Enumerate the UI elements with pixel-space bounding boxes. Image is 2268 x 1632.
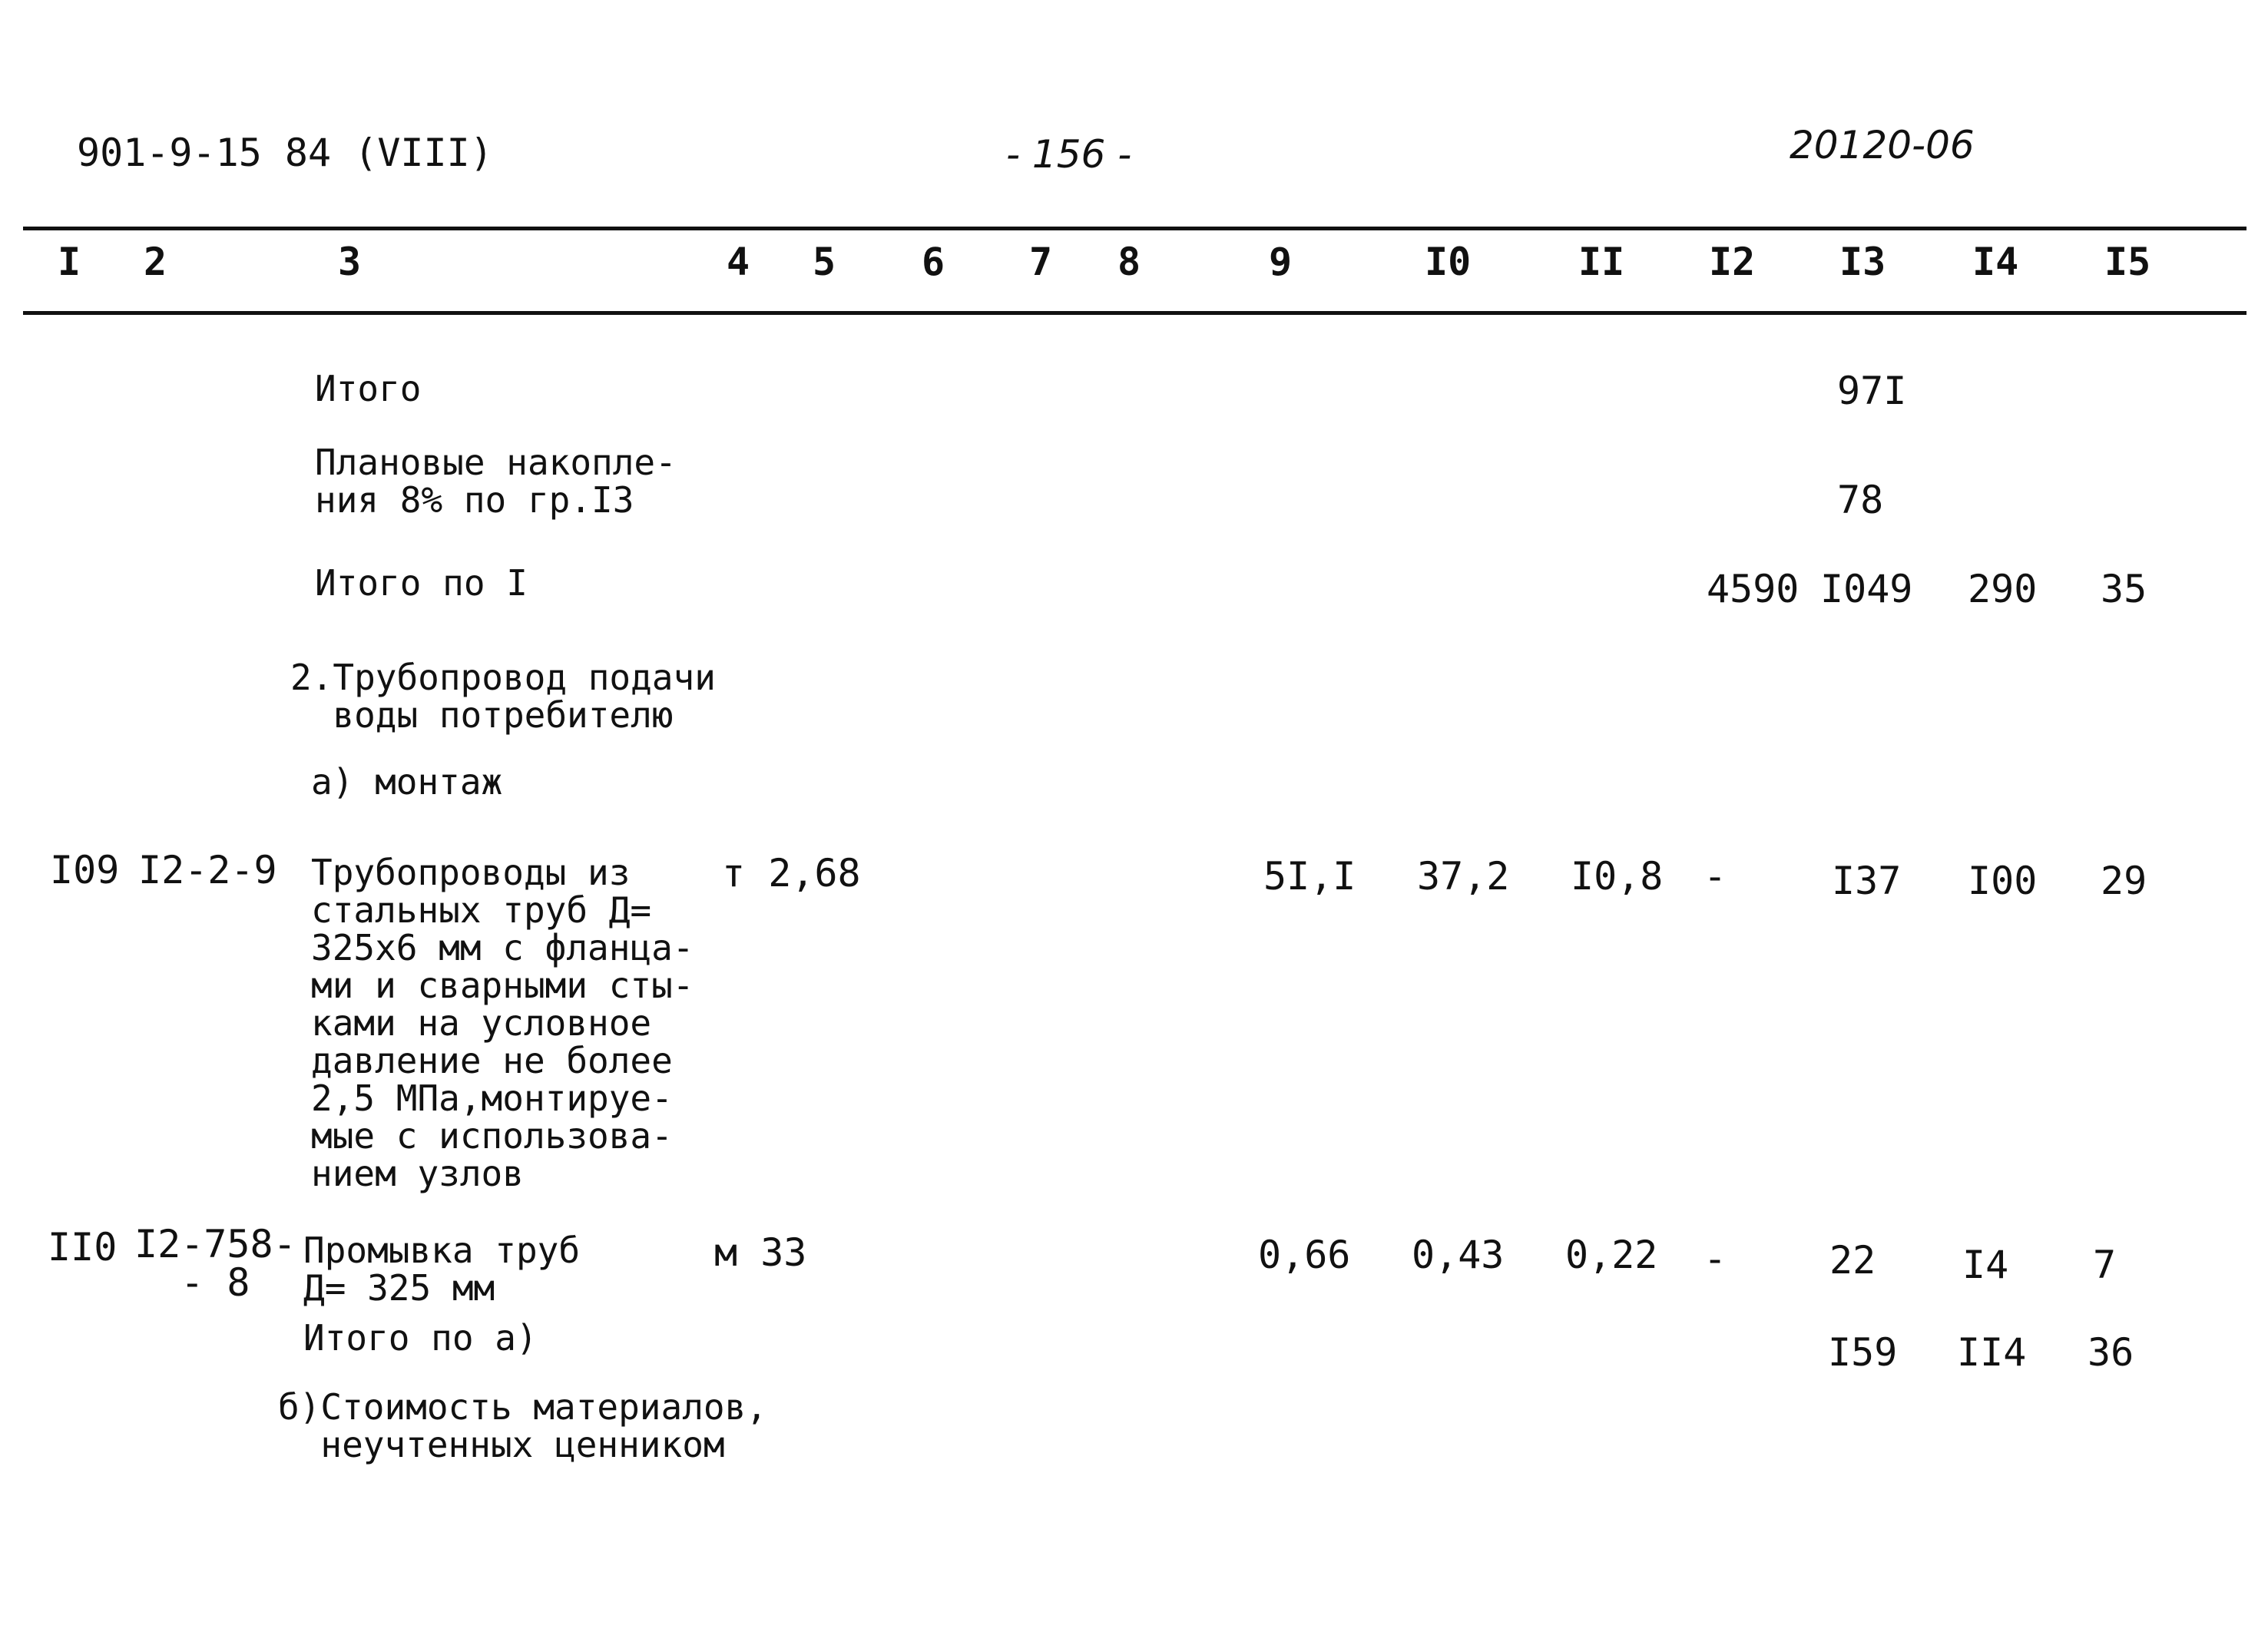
cell-col13: I37 <box>1832 859 1902 903</box>
col-header-11: II <box>1578 240 1625 284</box>
cell-col14: II4 <box>1957 1330 2027 1375</box>
col-header-13: I3 <box>1839 240 1886 284</box>
cell-row-number: I09 <box>50 848 120 892</box>
cell-col12: - <box>1703 1236 1727 1281</box>
cell-col13: 97I <box>1837 369 1907 413</box>
col-header-12: I2 <box>1709 240 1756 284</box>
subsection-title: а) монтаж <box>311 761 503 803</box>
cell-col15: 7 <box>2093 1243 2117 1287</box>
table-header-rule <box>23 311 2246 315</box>
col-header-6: 6 <box>922 240 945 284</box>
cell-rate-code: I2-758- - 8 <box>134 1222 296 1305</box>
cell-col14: I00 <box>1968 859 2038 903</box>
cell-col12: 4590 <box>1707 567 1800 611</box>
col-header-2: 2 <box>144 240 167 284</box>
cell-col10: 0,43 <box>1412 1233 1505 1277</box>
cell-col13: 78 <box>1837 478 1884 522</box>
cell-col13: 22 <box>1829 1238 1876 1283</box>
cell-col13: I049 <box>1820 567 1913 611</box>
cell-description: Промывка труб Д= 325 мм <box>303 1230 581 1309</box>
col-header-10: I0 <box>1425 240 1472 284</box>
cell-unit-quantity: м 33 <box>714 1230 807 1275</box>
cell-col15: 29 <box>2101 859 2147 903</box>
document-code: 901-9-15 84 (VIII) <box>77 131 493 175</box>
row-label: Итого по I <box>315 562 528 604</box>
cell-row-number: II0 <box>48 1225 118 1270</box>
cell-col12: - <box>1703 854 1727 899</box>
cell-col9: 5I,I <box>1263 854 1356 899</box>
cell-col14: 290 <box>1968 567 2038 611</box>
col-header-1: I <box>58 240 81 284</box>
cell-col15: 35 <box>2101 567 2147 611</box>
page-number: - 156 - <box>1006 132 1132 177</box>
col-header-14: I4 <box>1972 240 2019 284</box>
col-header-7: 7 <box>1029 240 1053 284</box>
cell-col15: 36 <box>2088 1330 2134 1375</box>
cell-col11: I0,8 <box>1571 854 1664 899</box>
album-code: 20120-06 <box>1790 123 1975 167</box>
row-label: Плановые накопле- ния 8% по гр.I3 <box>315 442 677 521</box>
col-header-4: 4 <box>727 240 750 284</box>
cell-col10: 37,2 <box>1417 854 1510 899</box>
cell-col11: 0,22 <box>1565 1233 1658 1277</box>
cell-col13: I59 <box>1828 1330 1898 1375</box>
cell-description: Трубопроводы из стальных труб Д= 325х6 мм с фланца- ми и сварными сты- ками на условное давление не более 2,5 МПа,монтируе- мые с использова- нием узлов <box>311 852 694 1194</box>
cell-unit-quantity: т 2,68 <box>722 851 861 895</box>
cell-rate-code: I2-2-9 <box>138 848 277 892</box>
col-header-8: 8 <box>1117 240 1141 284</box>
col-header-15: I5 <box>2104 240 2151 284</box>
cell-col9: 0,66 <box>1258 1233 1351 1277</box>
col-header-3: 3 <box>338 240 362 284</box>
col-header-9: 9 <box>1269 240 1293 284</box>
cell-col14: I4 <box>1962 1243 2009 1287</box>
section-title: 2.Трубопровод подачи воды потребителю <box>290 657 716 736</box>
row-label: Итого <box>315 368 422 409</box>
subsection-title: б)Стоимость материалов, неучтенных ценником <box>278 1386 767 1465</box>
table-top-rule <box>23 227 2246 230</box>
row-label: Итого по а) <box>303 1317 538 1359</box>
col-header-5: 5 <box>813 240 836 284</box>
